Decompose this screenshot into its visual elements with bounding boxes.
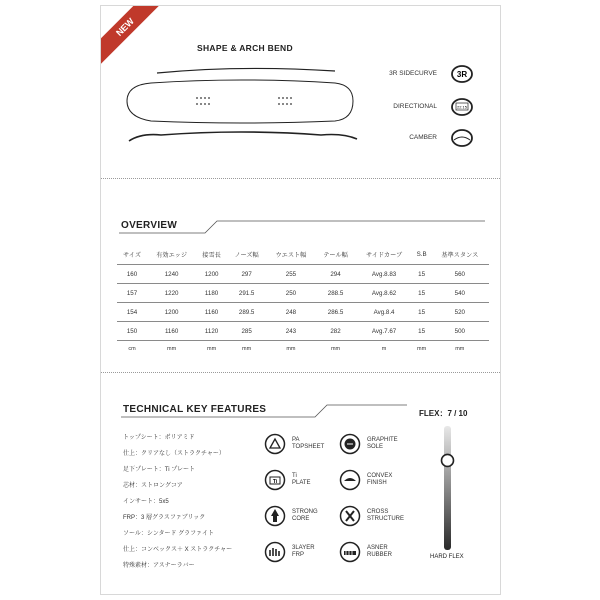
convex-finish-icon [339,469,361,491]
label-line2: RUBBER [367,552,393,558]
spec-line: 仕上：コンベックス＋ X ストラクチャー [123,547,233,553]
label-line1: ASNER [367,545,388,551]
label-line2: TOPSHEET [292,444,325,450]
table-cell: Avg.8.62 [355,284,412,303]
strong-core-label [292,509,318,523]
table-cell: 285 [227,322,266,341]
col-header: 有効エッジ [156,252,188,259]
feature-label-3r: 3R SIDECURVE [389,70,437,77]
svg-text:Ti: Ti [272,479,278,485]
convex-finish-label [367,473,392,487]
table-cell: 15 [413,322,431,341]
unit-cell: mm [431,341,489,358]
col-header: 基準スタンス [441,252,479,259]
camber-icon [450,128,474,148]
spec-line: FRP：3 層グラスファブリック [123,515,206,521]
table-cell: 297 [227,265,266,284]
unit-cell: mm [316,341,356,358]
table-cell: 150 [117,322,147,341]
table-cell: 1200 [147,303,196,322]
spec-line: 仕上：クリアなし（ストラクチャー） [123,451,225,457]
product-spec-card [100,5,501,595]
feature-label-directional: DIRECTIONAL [393,103,437,110]
section-divider-2 [101,372,500,373]
cross-structure-label [367,509,404,523]
table-cell: 560 [431,265,489,284]
col-header: 接雪長 [202,252,221,259]
asner-rubber-label [367,545,392,559]
spec-line: 特殊素材：アスナーラバー [123,563,195,569]
spec-line: 芯材：ストロングコア [123,483,183,489]
label-line2: SOLE [367,444,384,450]
overview-header-row [117,245,489,265]
graphite-sole-icon [339,433,361,455]
table-cell: 1160 [147,322,196,341]
svg-text:22.15: 22.15 [456,104,468,110]
3r-sidecurve-icon [450,64,474,84]
label-line2: PLATE [292,480,311,486]
table-cell: 1240 [147,265,196,284]
unit-cell: mm [227,341,266,358]
asner-rubber-icon [339,541,361,563]
table-cell: 15 [413,303,431,322]
col-header: ウエスト幅 [275,252,307,259]
section-divider-1 [101,178,500,179]
table-cell: Avg.7.67 [355,322,412,341]
technical-title-underline [119,400,409,420]
table-cell: 1120 [196,322,227,341]
table-cell: 255 [266,265,315,284]
insert-holes-left [196,97,210,105]
label-line1: GRAPHITE [367,437,398,443]
spec-line: ソール：シンタード グラファイト [123,531,215,537]
table-cell: 1160 [196,303,227,322]
3layer-frp-icon [264,541,286,563]
graphite-sole-label [367,437,398,451]
table-cell: 1200 [196,265,227,284]
label-line1: CONVEX [367,473,393,479]
camber-profile-line [129,132,357,141]
3layer-frp-label [292,545,315,559]
flex-gauge-track [444,426,451,550]
table-cell: 250 [266,284,315,303]
pa-topsheet-icon [264,433,286,455]
table-row [117,303,489,322]
table-cell: 157 [117,284,147,303]
col-header: ノーズ幅 [234,252,259,259]
table-row [117,284,489,303]
table-cell: 15 [413,265,431,284]
table-cell: 243 [266,322,315,341]
table-cell: 154 [117,303,147,322]
ti-plate-label [292,473,311,487]
label-line1: PA [292,437,300,443]
table-cell: Avg.8.83 [355,265,412,284]
spec-line: 足下プレート：Ti プレート [123,467,195,473]
svg-text:3R: 3R [456,70,468,79]
insert-holes-right [278,97,292,105]
pa-topsheet-label [292,437,324,451]
strong-core-icon [264,505,286,527]
flex-rating-label: FLEX：7 / 10 [419,409,468,418]
label-line2: STRUCTURE [367,516,404,522]
table-cell: Avg.8.4 [355,303,412,322]
col-header: サイズ [122,252,142,259]
overview-title: OVERVIEW [121,220,178,231]
label-line1: Ti [292,473,297,479]
unit-cell: m [355,341,412,358]
table-cell: 286.5 [316,303,356,322]
label-line2: CORE [292,516,310,522]
table-cell: 282 [316,322,356,341]
technical-title: TECHNICAL KEY FEATURES [123,404,267,415]
col-header: サイドカーブ [365,252,403,259]
table-cell: 500 [431,322,489,341]
new-badge: NEW [100,5,164,66]
table-cell: 289.5 [227,303,266,322]
table-row [117,265,489,284]
arch-bend-top-line [157,68,335,73]
cross-structure-icon [339,505,361,527]
units-row [117,341,489,358]
hard-flex-label: HARD FLEX [430,554,464,560]
label-line2: FINISH [367,480,387,486]
unit-cell: mm [147,341,196,358]
table-row [117,322,489,341]
table-cell: 540 [431,284,489,303]
overview-title-underline [117,216,487,236]
table-cell: 160 [117,265,147,284]
unit-cell: cm [117,341,147,358]
flex-gauge [437,424,459,552]
shape-title: SHAPE & ARCH BEND [197,43,293,53]
table-cell: 520 [431,303,489,322]
board-outline [127,80,353,123]
unit-cell: mm [413,341,431,358]
feature-label-camber: CAMBER [409,134,437,141]
directional-icon [450,97,474,117]
table-cell: 1220 [147,284,196,303]
overview-table [117,245,489,357]
col-header: テール幅 [323,252,348,259]
ti-plate-icon [264,469,286,491]
board-shape-diagram [121,61,361,151]
table-cell: 294 [316,265,356,284]
col-header: S.B [416,251,427,258]
table-cell: 291.5 [227,284,266,303]
unit-cell: mm [196,341,227,358]
table-cell: 288.5 [316,284,356,303]
label-line1: 3LAYER [292,545,315,551]
spec-line: トップシート：ポリアミド [123,435,195,441]
table-cell: 15 [413,284,431,303]
spec-line: インサート：5x5 [123,499,169,505]
label-line1: CROSS [367,509,389,515]
table-cell: 1180 [196,284,227,303]
label-line2: FRP [292,552,304,558]
flex-gauge-knob [442,454,454,466]
table-cell: 248 [266,303,315,322]
label-line1: STRONG [292,509,318,515]
unit-cell: mm [266,341,315,358]
